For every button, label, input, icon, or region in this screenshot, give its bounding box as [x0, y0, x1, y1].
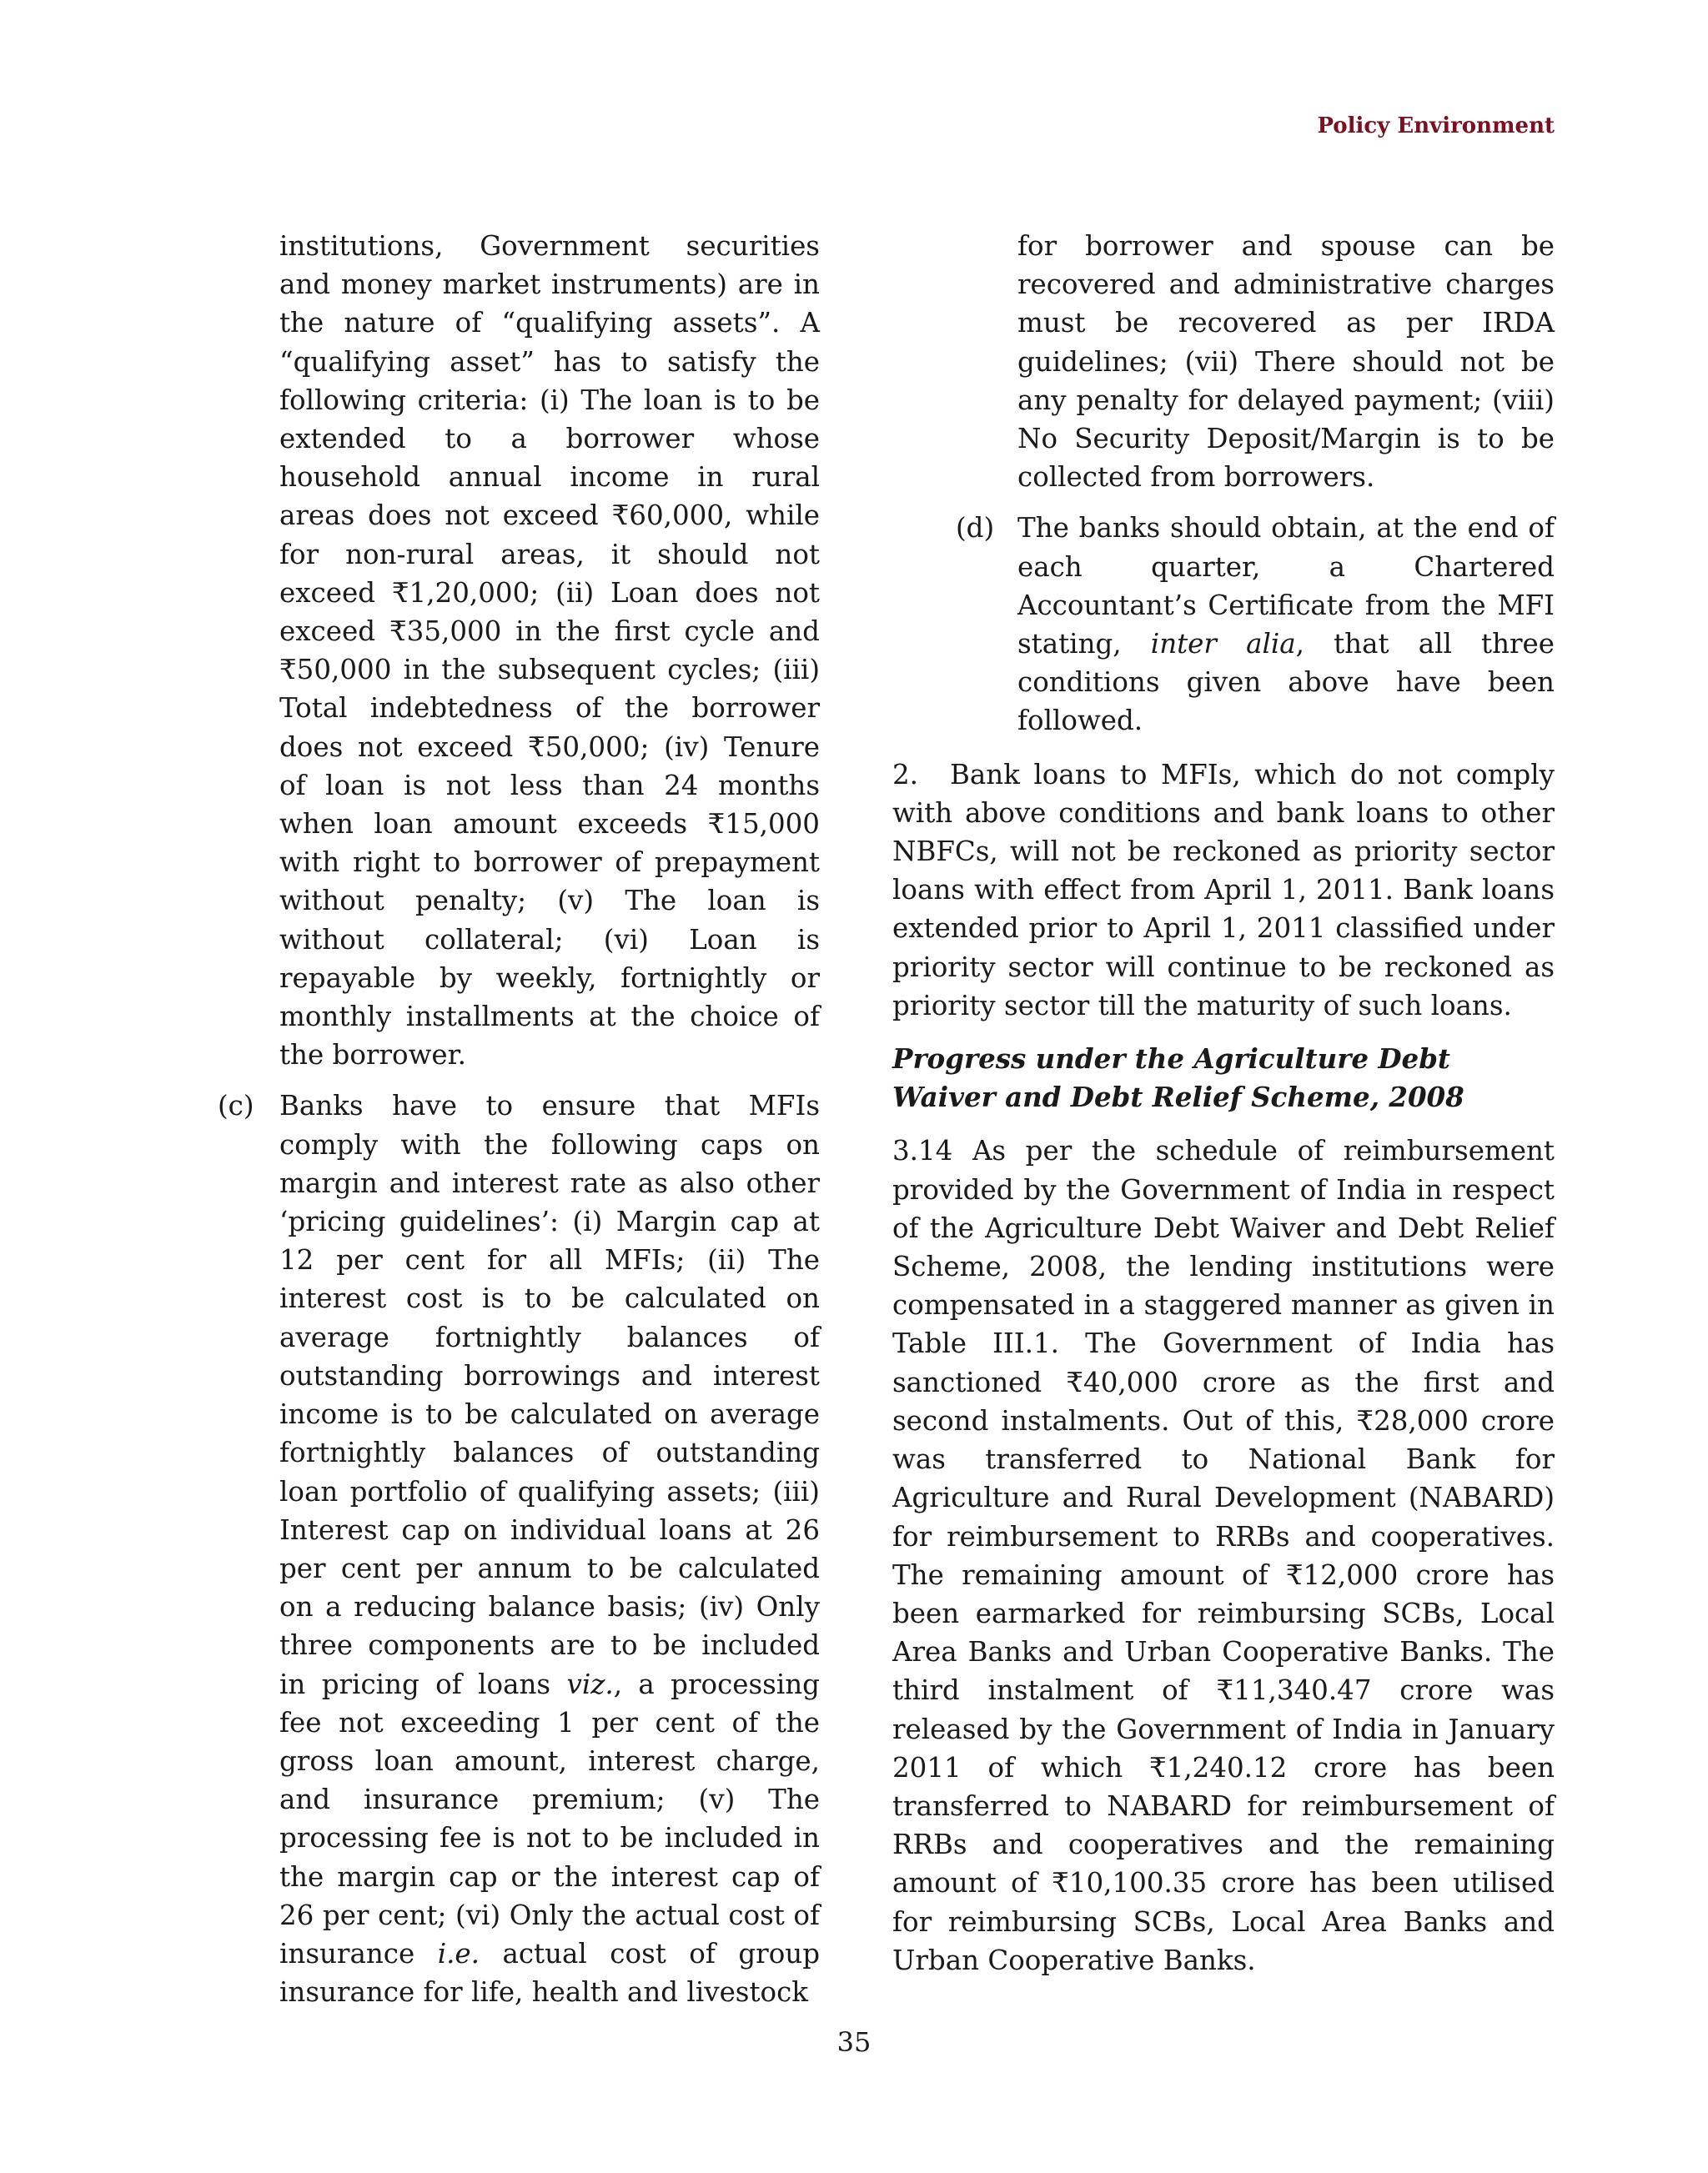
- item-c-italic-viz: viz.: [566, 1668, 614, 1700]
- item-c-italic-ie: i.e.: [437, 1937, 480, 1970]
- paragraph-3-14: [892, 1132, 1555, 1979]
- paragraph-2-number: 2.: [892, 758, 919, 790]
- item-c-text-part-1: Banks have to ensure that MFIs comply with the following caps on margin and interest rate as also other ‘pricing guidelines’: (i) Margin cap at 12 per cent for all MFIs; (ii) The interest cost is to be calculated on average fortnightly balances of outstanding borrowings and interest income is to be calculated on average fortnightly balances of outstanding loan portfolio of qualifying assets; (iii) Interest cap on individual loans at 26 per cent per annum to be calculated on a reducing balance basis; (iv) Only three components are to be included in pricing of loans: [279, 1090, 820, 1700]
- item-d-italic-inter-alia: inter alia: [1150, 628, 1296, 660]
- paragraph-2-text: Bank loans to MFIs, which do not comply with above conditions and bank loans to other NBFCs, will not be reckoned as priority sector loans with effect from April 1, 2011. Bank loans extended prior to April 1, 2011 classified under priority sector will continue to be reckoned as priority sector till the maturity of such loans.: [892, 758, 1555, 1021]
- running-header: Policy Environment: [1317, 113, 1555, 138]
- item-d-text-part-1: The banks should obtain, at the end of each quarter, a Chartered Accountant’s Certificate from the MFI stating,: [1017, 512, 1555, 660]
- item-c-text-part-3: actual cost of group insurance for life, health and livestock: [279, 1937, 820, 2009]
- right-column: [892, 227, 1555, 1980]
- page-number: 35: [836, 2026, 872, 2058]
- left-continuation-paragraph: institutions, Government securities and money market instruments) are in the nature of “qualifying assets”. A “qualifying asset” has to satisfy the following criteria: (i) The loan is to be extended to a borrower whose household annual income in rural areas does not exceed ₹60,000, while for non-rural areas, it should not exceed ₹1,20,000; (ii) Loan does not exceed ₹35,000 in the first cycle and ₹50,000 in the subsequent cycles; (iii) Total indebtedness of the borrower does not exceed ₹50,000; (iv) Tenure of loan is not less than 24 months when loan amount exceeds ₹15,000 with right to borrower of prepayment without penalty; (v) The loan is without collateral; (vi) Loan is repayable by weekly, fortnightly or monthly installments at the choice of the borrower.: [279, 230, 820, 1071]
- list-item-d-text: [1017, 509, 1555, 740]
- right-continuation-paragraph: for borrower and spouse can be recovered and administrative charges must be recovered as per IRDA guidelines; (vii) There should not be any penalty for delayed payment; (viii) No Security Deposit/Margin is to be collected from borrowers.: [1017, 230, 1555, 494]
- section-heading: Progress under the Agriculture Debt Waiver and Debt Relief Scheme, 2008: [892, 1042, 1464, 1114]
- list-item-c-label: (c): [218, 1090, 254, 1122]
- list-item-d: [956, 509, 1555, 740]
- item-c-text-part-2: , a processing fee not exceeding 1 per cent of the gross loan amount, interest charge, and insurance premium; (v) The processing fee is not to be included in the margin cap or the interest cap of 26 per cent; (vi) Only the actual cost of insurance: [279, 1668, 820, 1970]
- list-item-c-text: [279, 1086, 820, 2011]
- paragraph-2: [892, 755, 1555, 1025]
- list-item-c: [218, 1086, 820, 2011]
- paragraph-3-14-number: 3.14: [892, 1135, 953, 1167]
- paragraph-3-14-text: As per the schedule of reimbursement provided by the Government of India in respect of the Agriculture Debt Waiver and Debt Relief Scheme, 2008, the lending institutions were compensated in a staggered manner as given in Table III.1. The Government of India has sanctioned ₹40,000 crore as the first and second instalments. Out of this, ₹28,000 crore was transferred to National Bank for Agriculture and Rural Development (NABARD) for reimbursement to RRBs and cooperatives. The remaining amount of ₹12,000 crore has been earmarked for reimbursing SCBs, Local Area Banks and Urban Cooperative Banks. The third instalment of ₹11,340.47 crore was released by the Government of India in January 2011 of which ₹1,240.12 crore has been transferred to NABARD for reimbursement of RRBs and cooperatives and the remaining amount of ₹10,100.35 crore has been utilised for reimbursing SCBs, Local Area Banks and Urban Cooperative Banks.: [892, 1135, 1555, 1976]
- list-item-d-label: (d): [956, 512, 995, 545]
- item-d-text-part-2: , that all three conditions given above have been followed.: [1017, 628, 1555, 737]
- left-column: [218, 227, 820, 2011]
